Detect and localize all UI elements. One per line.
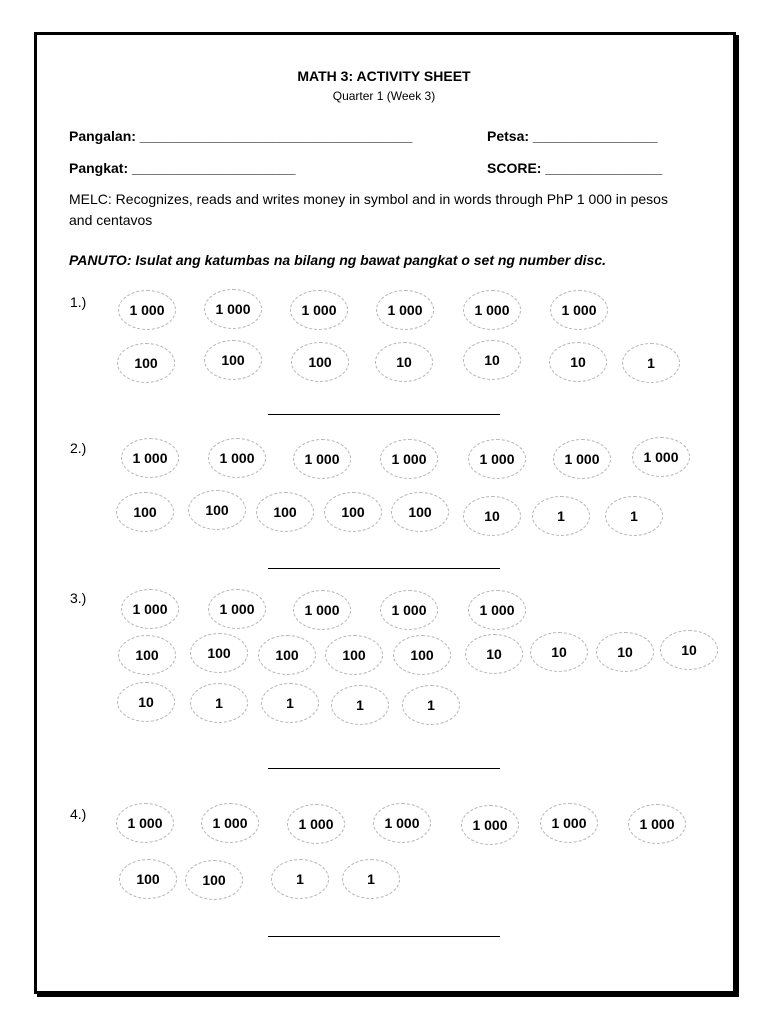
number-disc: 10 — [660, 630, 718, 670]
number-disc: 1 000 — [121, 589, 179, 629]
number-disc: 100 — [190, 633, 248, 673]
number-disc: 100 — [291, 342, 349, 382]
number-disc: 10 — [549, 342, 607, 382]
number-disc: 1 000 — [380, 439, 438, 479]
number-disc: 100 — [258, 635, 316, 675]
sheet-title: MATH 3: ACTIVITY SHEET — [297, 68, 471, 84]
number-disc: 1 000 — [208, 438, 266, 478]
answer-line[interactable] — [268, 936, 500, 937]
number-disc: 1 000 — [461, 805, 519, 845]
number-disc: 1 000 — [376, 290, 434, 330]
number-disc: 1 000 — [550, 290, 608, 330]
number-disc: 1 000 — [201, 803, 259, 843]
number-disc: 10 — [530, 632, 588, 672]
number-disc: 1 000 — [118, 290, 176, 330]
item-number: 1.) — [70, 294, 87, 310]
number-disc: 100 — [188, 490, 246, 530]
number-disc: 100 — [116, 492, 174, 532]
number-disc: 1 000 — [287, 804, 345, 844]
number-disc: 1 000 — [293, 439, 351, 479]
number-disc: 1 000 — [204, 289, 262, 329]
item-number: 3.) — [70, 590, 87, 606]
number-disc: 10 — [596, 632, 654, 672]
number-disc: 100 — [204, 340, 262, 380]
number-disc: 1 — [261, 683, 319, 723]
number-disc: 100 — [393, 635, 451, 675]
number-disc: 100 — [391, 492, 449, 532]
number-disc: 1 000 — [468, 439, 526, 479]
date-field[interactable]: Petsa: ________________ — [487, 128, 658, 144]
number-disc: 100 — [118, 635, 176, 675]
number-disc: 1 000 — [463, 290, 521, 330]
number-disc: 1 000 — [290, 290, 348, 330]
number-disc: 100 — [117, 343, 175, 383]
number-disc: 1 000 — [293, 590, 351, 630]
section-field[interactable]: Pangkat: _____________________ — [69, 160, 296, 176]
melc-text: MELC: Recognizes, reads and writes money in symbol and in words through PhP 1 000 in pesos and centavos — [69, 191, 668, 228]
number-disc: 100 — [119, 859, 177, 899]
item-number: 2.) — [70, 440, 87, 456]
number-disc: 1 — [532, 496, 590, 536]
number-disc: 100 — [325, 635, 383, 675]
number-disc: 1 — [342, 859, 400, 899]
number-disc: 1 000 — [468, 590, 526, 630]
number-disc: 100 — [185, 860, 243, 900]
number-disc: 1 — [402, 685, 460, 725]
sheet-subtitle: Quarter 1 (Week 3) — [332, 89, 436, 103]
instructions: PANUTO: Isulat ang katumbas na bilang ng bawat pangkat o set ng number disc. — [69, 252, 607, 268]
answer-line[interactable] — [268, 768, 500, 769]
number-disc: 1 — [271, 859, 329, 899]
number-disc: 1 000 — [540, 803, 598, 843]
number-disc: 10 — [117, 682, 175, 722]
number-disc: 100 — [256, 492, 314, 532]
number-disc: 1 — [605, 496, 663, 536]
number-disc: 1 000 — [116, 803, 174, 843]
number-disc: 10 — [463, 496, 521, 536]
number-disc: 1 000 — [373, 803, 431, 843]
number-disc: 1 000 — [628, 804, 686, 844]
item-number: 4.) — [70, 806, 87, 822]
number-disc: 10 — [465, 634, 523, 674]
answer-line[interactable] — [268, 414, 500, 415]
number-disc: 10 — [375, 342, 433, 382]
number-disc: 100 — [324, 492, 382, 532]
name-field[interactable]: Pangalan: ___________________________________ — [69, 128, 413, 144]
number-disc: 1 — [622, 343, 680, 383]
number-disc: 1 000 — [380, 590, 438, 630]
number-disc: 10 — [463, 340, 521, 380]
number-disc: 1 000 — [208, 589, 266, 629]
answer-line[interactable] — [268, 568, 500, 569]
number-disc: 1 — [331, 685, 389, 725]
number-disc: 1 000 — [632, 437, 690, 477]
number-disc: 1 — [190, 683, 248, 723]
number-disc: 1 000 — [121, 438, 179, 478]
number-disc: 1 000 — [553, 439, 611, 479]
score-field[interactable]: SCORE: _______________ — [487, 160, 663, 176]
